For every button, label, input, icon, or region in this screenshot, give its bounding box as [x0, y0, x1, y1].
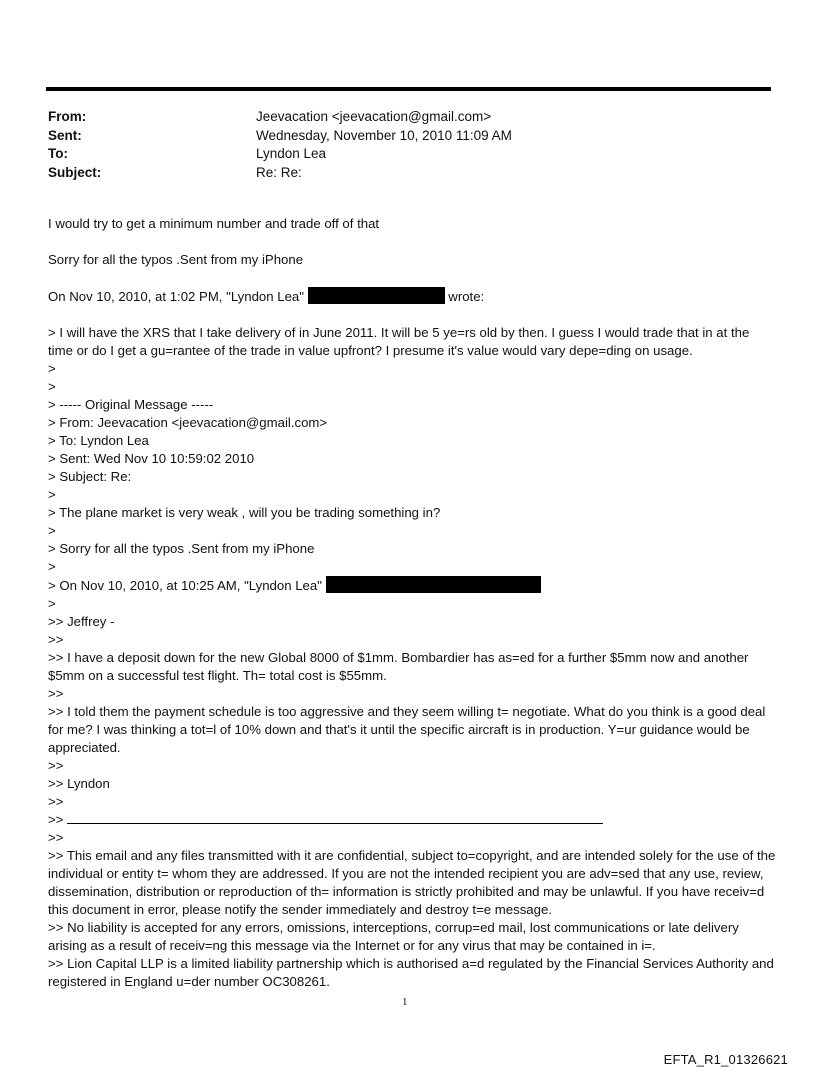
from-label: From:: [48, 109, 87, 124]
typos-text: Sorry for all the typos .Sent from my iPhone: [48, 252, 304, 267]
quoted-on-prefix: > On Nov 10, 2010, at 10:25 AM, "Lyndon Lea": [48, 578, 322, 593]
quoted-to: > To: Lyndon Lea: [48, 433, 149, 448]
redaction-bar: [308, 287, 445, 304]
quoted-on-line: [48, 576, 776, 595]
page-number: 1: [402, 996, 408, 1008]
quoted-xrs: > I will have the XRS that I take delivery of in June 2011. It will be 5 ye=rs old by then. I guess I would trade that in at the time or do I get a gu=rantee of the trade in value upfront? I presume it's value would vary depe=ding on usage.: [48, 325, 750, 358]
sent-label: Sent:: [48, 127, 82, 143]
quoted-lion-capital: >> Lion Capital LLP is a limited liability partnership which is authorised a=d regulated by the Financial Services Authority and registered in England u=der number OC308261.: [48, 956, 774, 989]
email-header: [48, 108, 512, 182]
quote-marker: >>: [48, 686, 64, 701]
sent-value: Wednesday, November 10, 2010 11:09 AM: [256, 127, 512, 143]
quote-marker: >: [48, 379, 56, 394]
subject-row: [48, 164, 512, 183]
email-body: [48, 215, 776, 991]
header-rule: [46, 87, 771, 91]
quoted-from: > From: Jeevacation <jeevacation@gmail.com>: [48, 415, 328, 430]
signature-line-prefix: >>: [48, 812, 68, 827]
quoted-typos: > Sorry for all the typos .Sent from my iPhone: [48, 541, 315, 556]
blank-line: [48, 233, 776, 251]
blank-line: [48, 269, 776, 287]
on-wrote-suffix: wrote:: [448, 289, 485, 304]
quoted-signature-line: [48, 811, 776, 829]
signature-underline: [67, 811, 603, 824]
quote-marker: >: [48, 361, 56, 376]
quoted-plane: > The plane market is very weak , will you be trading something in?: [48, 505, 441, 520]
from-value: Jeevacation <jeevacation@gmail.com>: [256, 109, 492, 124]
quote-marker: >>: [48, 794, 64, 809]
reply-text: I would try to get a minimum number and trade off of that: [48, 216, 380, 231]
quote-marker: >>: [48, 830, 64, 845]
quoted-liability: >> No liability is accepted for any errors, omissions, interceptions, corrup=ed mail, lost communications or late delivery arising as a result of receiv=ng this message via the Internet or for any virus that may be contained in i=.: [48, 920, 739, 953]
on-wrote-prefix: On Nov 10, 2010, at 1:02 PM, "Lyndon Lea": [48, 289, 304, 304]
quote-marker: >: [48, 487, 56, 502]
quoted-told: >> I told them the payment schedule is too aggressive and they seem willing t= negotiate. What do you think is a good deal for me? I was thinking a tot=l of 10% down and that's it until the specific aircraft is in production. Y=ur guidance would be appreciated.: [48, 704, 766, 755]
on-wrote-line: [48, 287, 776, 306]
quote-marker: >: [48, 559, 56, 574]
quote-marker: >: [48, 523, 56, 538]
to-value: Lyndon Lea: [256, 146, 327, 161]
subject-label: Subject:: [48, 164, 102, 180]
quote-marker: >>: [48, 758, 64, 773]
quoted-jeffrey: >> Jeffrey -: [48, 614, 115, 629]
quoted-deposit: >> I have a deposit down for the new Global 8000 of $1mm. Bombardier has as=ed for a further $5mm now and another $5mm on a successful test flight. Th= total cost is $55mm.: [48, 650, 749, 683]
from-row: [48, 108, 512, 127]
redaction-bar: [326, 576, 541, 593]
quoted-subject: > Subject: Re:: [48, 469, 132, 484]
quoted-original-message: > ----- Original Message -----: [48, 397, 214, 412]
quoted-confidentiality: >> This email and any files transmitted with it are confidential, subject to=copyright, and are intended solely for the use of the individual or entity t= whom they are addressed. If you are not the intended recipient you are adv=sed that any use, review, dissemination, distribution or reproduction of th= information is strictly prohibited and may be unlawful. If you have receiv=d this document in error, please notify the sender immediately and destroy t=e message.: [48, 848, 776, 917]
blank-line: [48, 306, 776, 324]
subject-value: Re: Re:: [256, 164, 302, 180]
sent-row: [48, 127, 512, 146]
quote-marker: >: [48, 596, 56, 611]
to-row: [48, 145, 512, 164]
to-label: To:: [48, 146, 68, 161]
footer-id: EFTA_R1_01326621: [663, 1052, 788, 1067]
quote-marker: >>: [48, 632, 64, 647]
quoted-lyndon: >> Lyndon: [48, 776, 110, 791]
quoted-sent: > Sent: Wed Nov 10 10:59:02 2010: [48, 451, 255, 466]
